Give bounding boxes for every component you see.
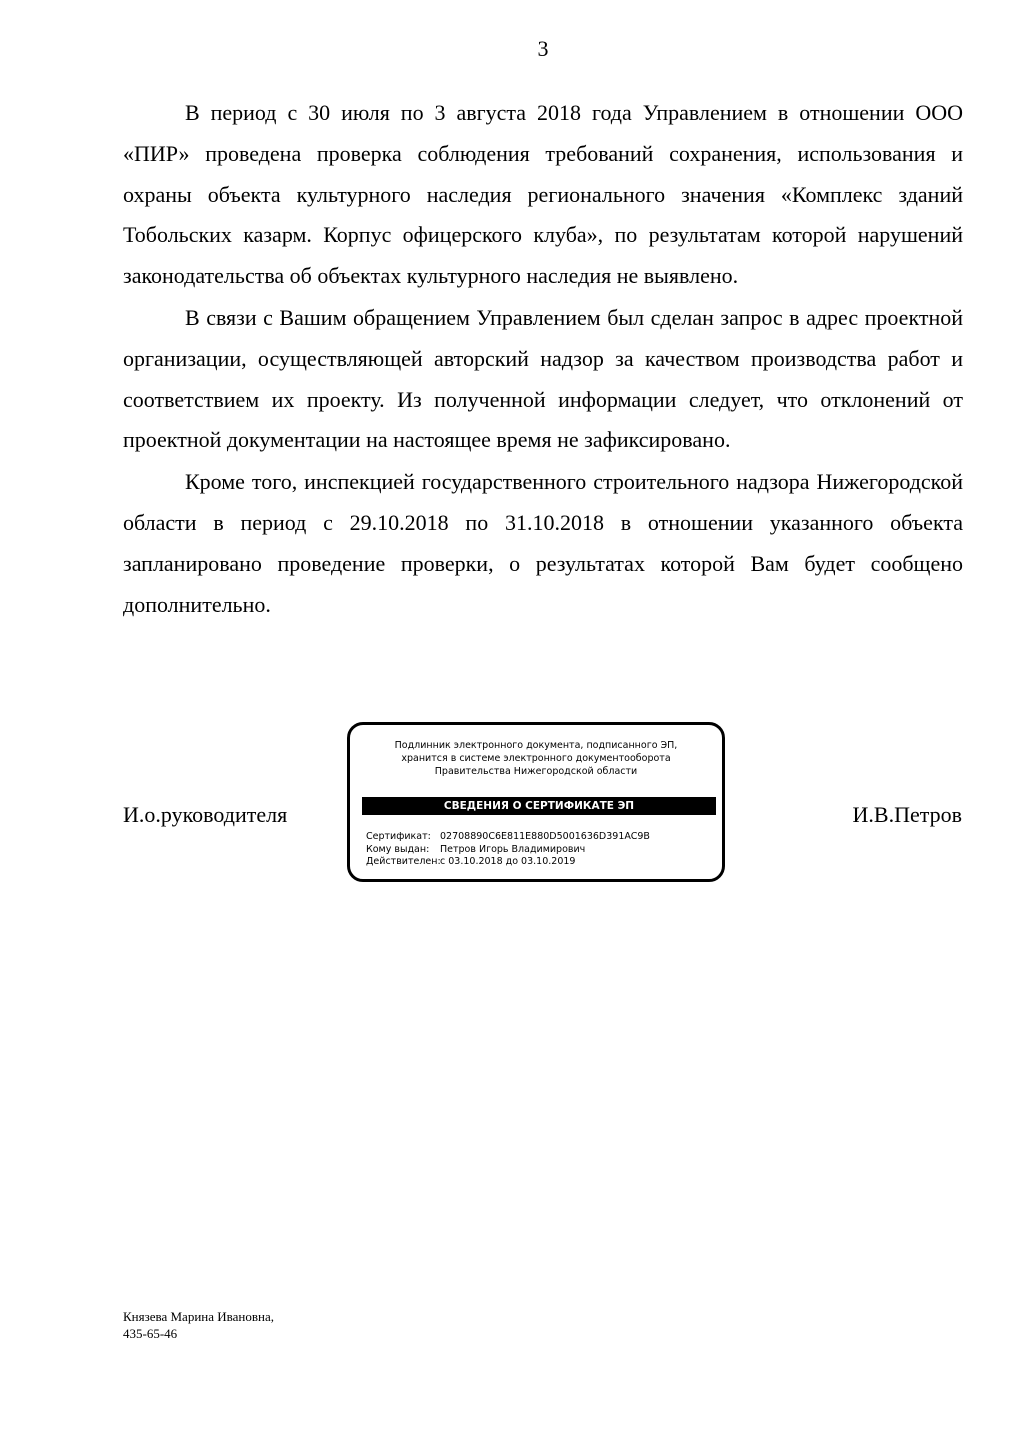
- stamp-header-line: Правительства Нижегородской области: [434, 766, 638, 777]
- validity-row: [366, 856, 650, 869]
- stamp-header-line: Подлинник электронного документа, подписанного ЭП,: [394, 740, 678, 751]
- signatory-name: И.В.Петров: [852, 802, 962, 827]
- stamp-header: [350, 739, 722, 778]
- validity-label: Действителен:: [366, 856, 441, 867]
- certificate-label: Сертификат:: [366, 831, 431, 842]
- stamp-details: [366, 831, 650, 869]
- certificate-value: 02708890C6E811E880D5001636D391AC9B: [440, 831, 650, 842]
- issued-to-label: Кому выдан:: [366, 843, 430, 855]
- validity-value: с 03.10.2018 до 03.10.2019: [440, 856, 576, 867]
- contact-info: [123, 1308, 274, 1342]
- paragraph-planned-inspection: Кроме того, инспекцией государственного строительного надзора Нижегородской области в период с 29.10.2018 по 31.10.2018 в отношении указанного объекта запланировано проведение проверки, о результатах которой Вам будет сообщено дополнительно.: [123, 469, 963, 617]
- page-number: 3: [537, 36, 549, 61]
- electronic-signature-stamp: [347, 722, 725, 882]
- stamp-header-line: хранится в системе электронного документооборота: [401, 753, 671, 764]
- contact-name: Князева Марина Ивановна,: [123, 1309, 274, 1324]
- issued-to-row: [366, 844, 650, 857]
- contact-phone: 435-65-46: [123, 1326, 178, 1341]
- issued-to-value: Петров Игорь Владимирович: [440, 843, 586, 855]
- certificate-row: [366, 831, 650, 844]
- paragraph-inspection-result: В период с 30 июля по 3 августа 2018 года Управлением в отношении ООО «ПИР» проведена проверка соблюдения требований сохранения, использования и охраны объекта культурного наследия регионального значения «Комплекс зданий Тобольских казарм. Корпус офицерского клуба», по результатам которой нарушений законодательства об объектах культурного наследия не выявлено.: [123, 100, 963, 289]
- stamp-title: СВЕДЕНИЯ О СЕРТИФИКАТЕ ЭП: [362, 797, 716, 815]
- paragraph-design-supervision: В связи с Вашим обращением Управлением был сделан запрос в адрес проектной организации, осуществляющей авторский надзор за качеством производства работ и соответствием их проекту. Из полученной информации следует, что отклонений от проектной документации на настоящее время не зафиксировано.: [123, 304, 963, 453]
- letter-body: [123, 93, 963, 626]
- signatory-role: И.о.руководителя: [123, 802, 288, 827]
